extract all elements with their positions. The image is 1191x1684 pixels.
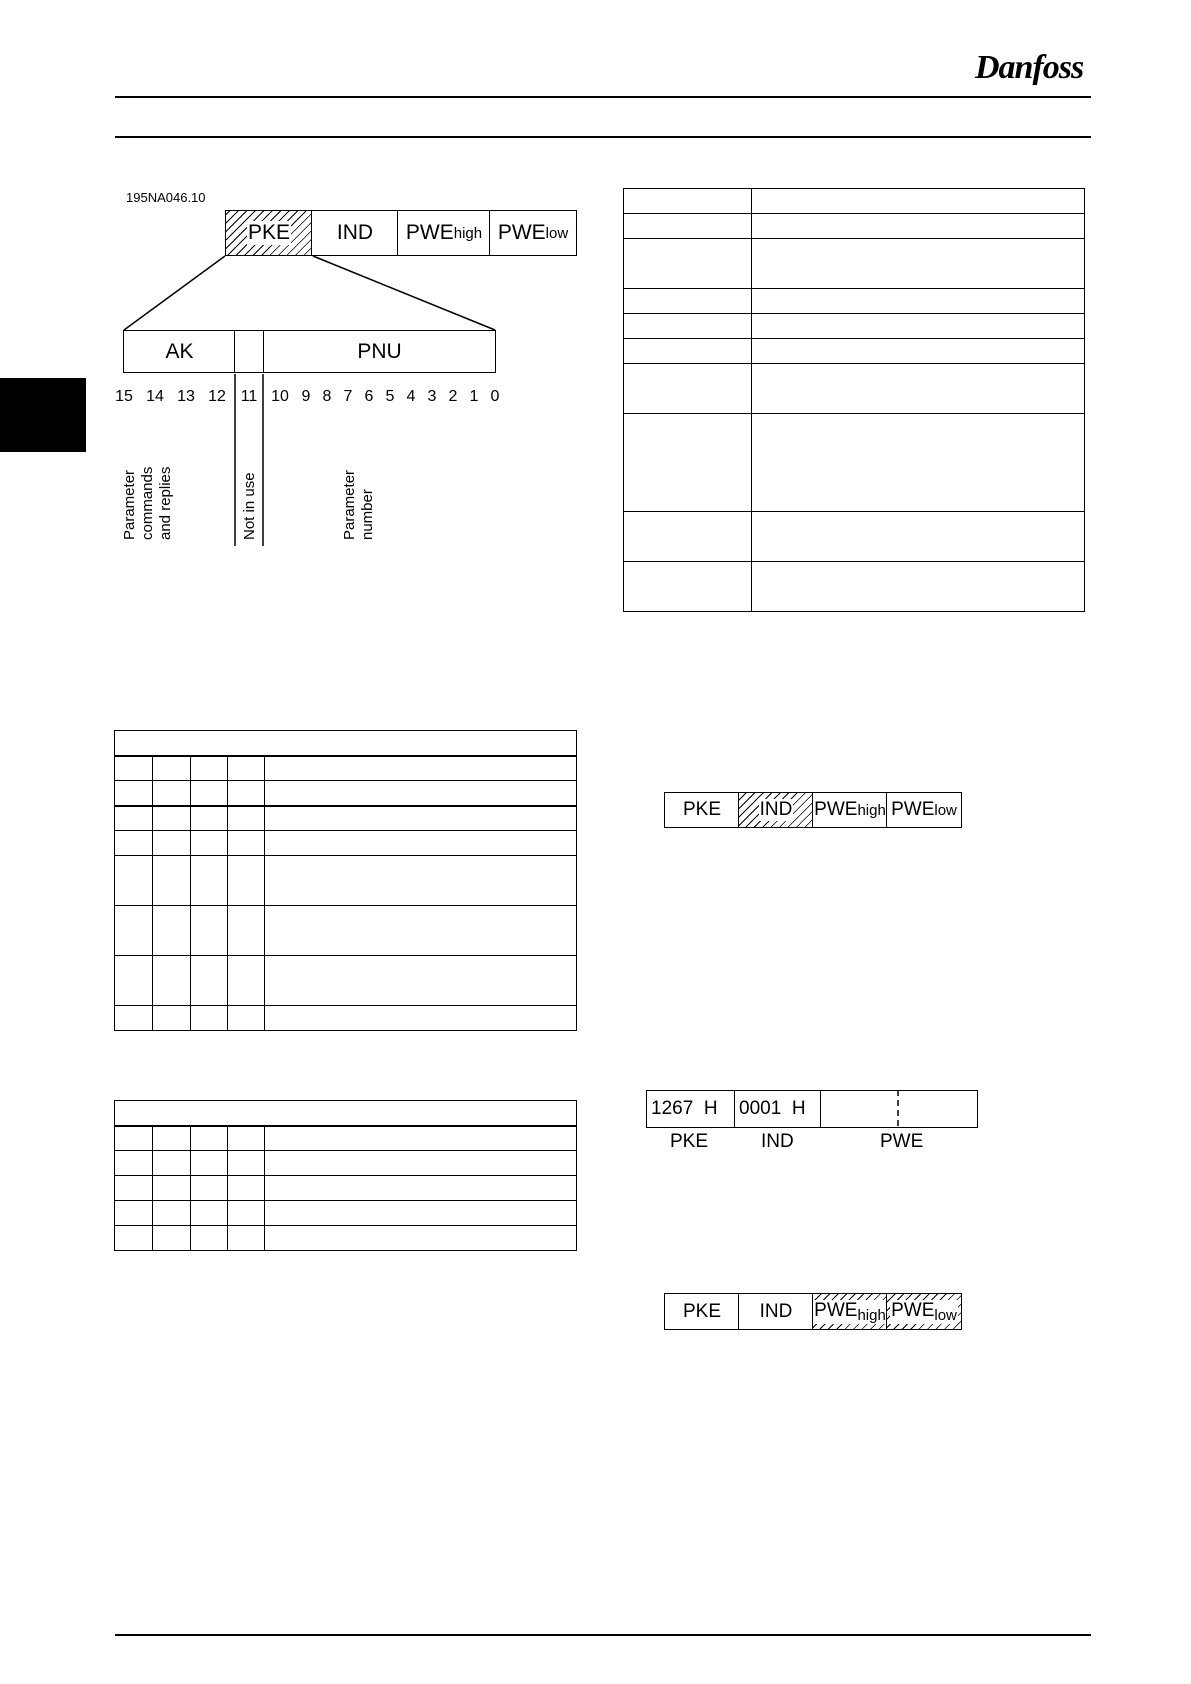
bit-11: 11 [240, 388, 258, 405]
table-cell [265, 756, 577, 781]
table-cell [115, 1201, 153, 1226]
pwe-caption: PWE [880, 1131, 924, 1152]
table-cell [115, 806, 153, 831]
table-cell [752, 364, 1085, 414]
table-cell [191, 781, 228, 806]
table-cell [191, 806, 228, 831]
table-row [624, 562, 1085, 612]
pwe-high-label: PWE [405, 221, 454, 244]
pwe-high-sub: high [453, 224, 483, 242]
pwe-high-block [812, 792, 888, 828]
brand-wordmark: Danfoss [975, 49, 1084, 86]
table-cell [115, 1226, 153, 1251]
ind-value-block [734, 1090, 822, 1128]
table-cell [265, 856, 577, 906]
table-cell [265, 1176, 577, 1201]
table-row [115, 856, 577, 906]
table-cell [191, 1176, 228, 1201]
pke-block [664, 1293, 740, 1330]
bit-3: 3 [427, 388, 437, 405]
table-cell [153, 1006, 191, 1031]
table-cell [228, 1151, 265, 1176]
pke-value: 1267 H [651, 1098, 718, 1119]
table-cell [228, 1126, 265, 1151]
unused-bit-field [234, 330, 265, 373]
table-cell [752, 239, 1085, 289]
table-row [115, 906, 577, 956]
table-cell [624, 289, 752, 314]
ind-block [738, 1293, 814, 1330]
table-row [115, 1151, 577, 1176]
table-cell [153, 1151, 191, 1176]
table-cell [191, 1126, 228, 1151]
ak-vertical-label: Parameter commands and replies [121, 466, 174, 540]
table-cell [752, 289, 1085, 314]
table-row [115, 806, 577, 831]
table-cell [752, 339, 1085, 364]
pnu-field [263, 330, 496, 373]
table-cell [265, 806, 577, 831]
table-cell [153, 906, 191, 956]
table-cell [153, 956, 191, 1006]
table-cell [115, 1006, 153, 1031]
table-cell [752, 414, 1085, 512]
table-row [115, 831, 577, 856]
pke-value-block [646, 1090, 736, 1128]
table-cell [228, 756, 265, 781]
table-header-cell [115, 731, 577, 756]
ind-block-label: IND [336, 221, 374, 244]
table-cell [153, 1201, 191, 1226]
ind-block-label: IND [759, 1300, 793, 1322]
pwe-low-block [886, 792, 962, 828]
bit-5: 5 [385, 388, 395, 405]
table-row [115, 956, 577, 1006]
table-row [115, 1006, 577, 1031]
table-row [115, 1176, 577, 1201]
table-row [624, 314, 1085, 339]
table-row [624, 239, 1085, 289]
table-row [115, 1226, 577, 1251]
table-cell [265, 1151, 577, 1176]
ak-field-label: AK [165, 339, 194, 363]
pwe-low-label: PWE [497, 221, 546, 244]
table-cell [153, 1226, 191, 1251]
pnu-vertical-label: Parameter number [341, 469, 376, 540]
table-cell [153, 856, 191, 906]
table-cell [752, 512, 1085, 562]
table-cell [228, 806, 265, 831]
pwe-low-sub: low [934, 801, 957, 819]
table-cell [153, 756, 191, 781]
bit-4: 4 [406, 388, 416, 405]
table-cell [265, 956, 577, 1006]
table-cell [752, 562, 1085, 612]
pke-expansion-lines [0, 0, 600, 560]
table-cell [153, 1176, 191, 1201]
table-cell [752, 214, 1085, 239]
table-row [624, 339, 1085, 364]
table-cell [115, 856, 153, 906]
table-cell [115, 956, 153, 1006]
table-cell [228, 781, 265, 806]
pke-block-label: PKE [682, 799, 722, 820]
table-row [624, 414, 1085, 512]
table-header-row [115, 731, 577, 756]
table-cell [115, 906, 153, 956]
table-cell [265, 831, 577, 856]
pwe-high-sub: high [857, 1306, 886, 1324]
pwe-high-label: PWE [814, 799, 858, 820]
table-cell [228, 831, 265, 856]
table-cell [624, 189, 752, 214]
table-cell [228, 1201, 265, 1226]
table-row [115, 1126, 577, 1151]
table-row [115, 1201, 577, 1226]
bit-13: 13 [177, 388, 195, 405]
table-cell [624, 414, 752, 512]
table-row [624, 189, 1085, 214]
pwe-low-label [890, 1300, 958, 1324]
pwe-low-label: PWE [891, 799, 935, 820]
table-cell [153, 831, 191, 856]
pwe-high-sub: high [857, 801, 886, 819]
table-cell [191, 1151, 228, 1176]
table-cell [265, 1126, 577, 1151]
table-header-cell [115, 1101, 577, 1126]
table-cell [624, 364, 752, 414]
table-cell [265, 781, 577, 806]
bit-1: 1 [469, 388, 479, 405]
pwe-high-block [812, 1293, 888, 1330]
ind-caption: IND [761, 1131, 794, 1152]
pke-caption: PKE [670, 1131, 709, 1152]
table-cell [228, 1226, 265, 1251]
bit-9: 9 [301, 388, 311, 405]
ind-value: 0001 H [739, 1098, 806, 1119]
table-cell [191, 856, 228, 906]
table-cell [115, 831, 153, 856]
bit-14: 14 [146, 388, 164, 405]
table-row [624, 214, 1085, 239]
table-cell [228, 856, 265, 906]
pwe-low-main: PWE [891, 1299, 935, 1321]
table-cell [228, 956, 265, 1006]
table-cell [228, 1176, 265, 1201]
pwe-low-sub: low [934, 1306, 957, 1324]
pwe-high-label [813, 1300, 887, 1324]
footer-rule [115, 1634, 1091, 1636]
table-cell [265, 1226, 577, 1251]
table-row [624, 289, 1085, 314]
table-cell [265, 906, 577, 956]
bit-7: 7 [343, 388, 353, 405]
bit-15: 15 [115, 388, 133, 405]
bit-10: 10 [271, 388, 289, 405]
table-row [115, 781, 577, 806]
pke-block-label: PKE [682, 1300, 722, 1322]
left-bottom-table [114, 1100, 577, 1251]
table-cell [191, 1226, 228, 1251]
table-cell [191, 1201, 228, 1226]
table-row [624, 364, 1085, 414]
table-header-row [115, 1101, 577, 1126]
pwe-high-main: PWE [814, 1299, 858, 1321]
danfoss-logo [975, 46, 1093, 90]
table-cell [624, 512, 752, 562]
pwe-divider-dashed [895, 1090, 901, 1128]
pwe-low-block [886, 1293, 962, 1330]
table-cell [265, 1201, 577, 1226]
right-top-table [623, 188, 1085, 612]
table-row [115, 756, 577, 781]
table-cell [624, 562, 752, 612]
table-cell [115, 1151, 153, 1176]
ak-field [123, 330, 236, 373]
pnu-field-label: PNU [357, 339, 402, 363]
table-cell [191, 756, 228, 781]
table-cell [624, 314, 752, 339]
table-cell [153, 806, 191, 831]
table-cell [191, 956, 228, 1006]
table-cell [191, 906, 228, 956]
table-cell [191, 831, 228, 856]
table-cell [115, 1126, 153, 1151]
pke-block [664, 792, 740, 828]
table-cell [115, 756, 153, 781]
table-cell [228, 906, 265, 956]
table-cell [115, 781, 153, 806]
table-cell [153, 1126, 191, 1151]
table-cell [153, 781, 191, 806]
bit-2: 2 [448, 388, 458, 405]
table-cell [752, 189, 1085, 214]
ind-block [738, 792, 814, 828]
table-cell [752, 314, 1085, 339]
bit-6: 6 [364, 388, 374, 405]
table-cell [624, 339, 752, 364]
bit-0: 0 [490, 388, 500, 405]
table-cell [624, 214, 752, 239]
table-cell [624, 239, 752, 289]
ind-block-label: IND [759, 799, 793, 820]
table-cell [115, 1176, 153, 1201]
bit-12: 12 [208, 388, 226, 405]
table-cell [265, 1006, 577, 1031]
left-middle-table [114, 730, 577, 1031]
table-row [624, 512, 1085, 562]
pwe-low-sub: low [545, 224, 569, 242]
pke-block-label: PKE [247, 221, 291, 244]
table-cell [191, 1006, 228, 1031]
unused-vertical-label: Not in use [241, 472, 258, 540]
table-cell [228, 1006, 265, 1031]
bit-8: 8 [322, 388, 332, 405]
diagram-id: 195NA046.10 [126, 190, 206, 205]
